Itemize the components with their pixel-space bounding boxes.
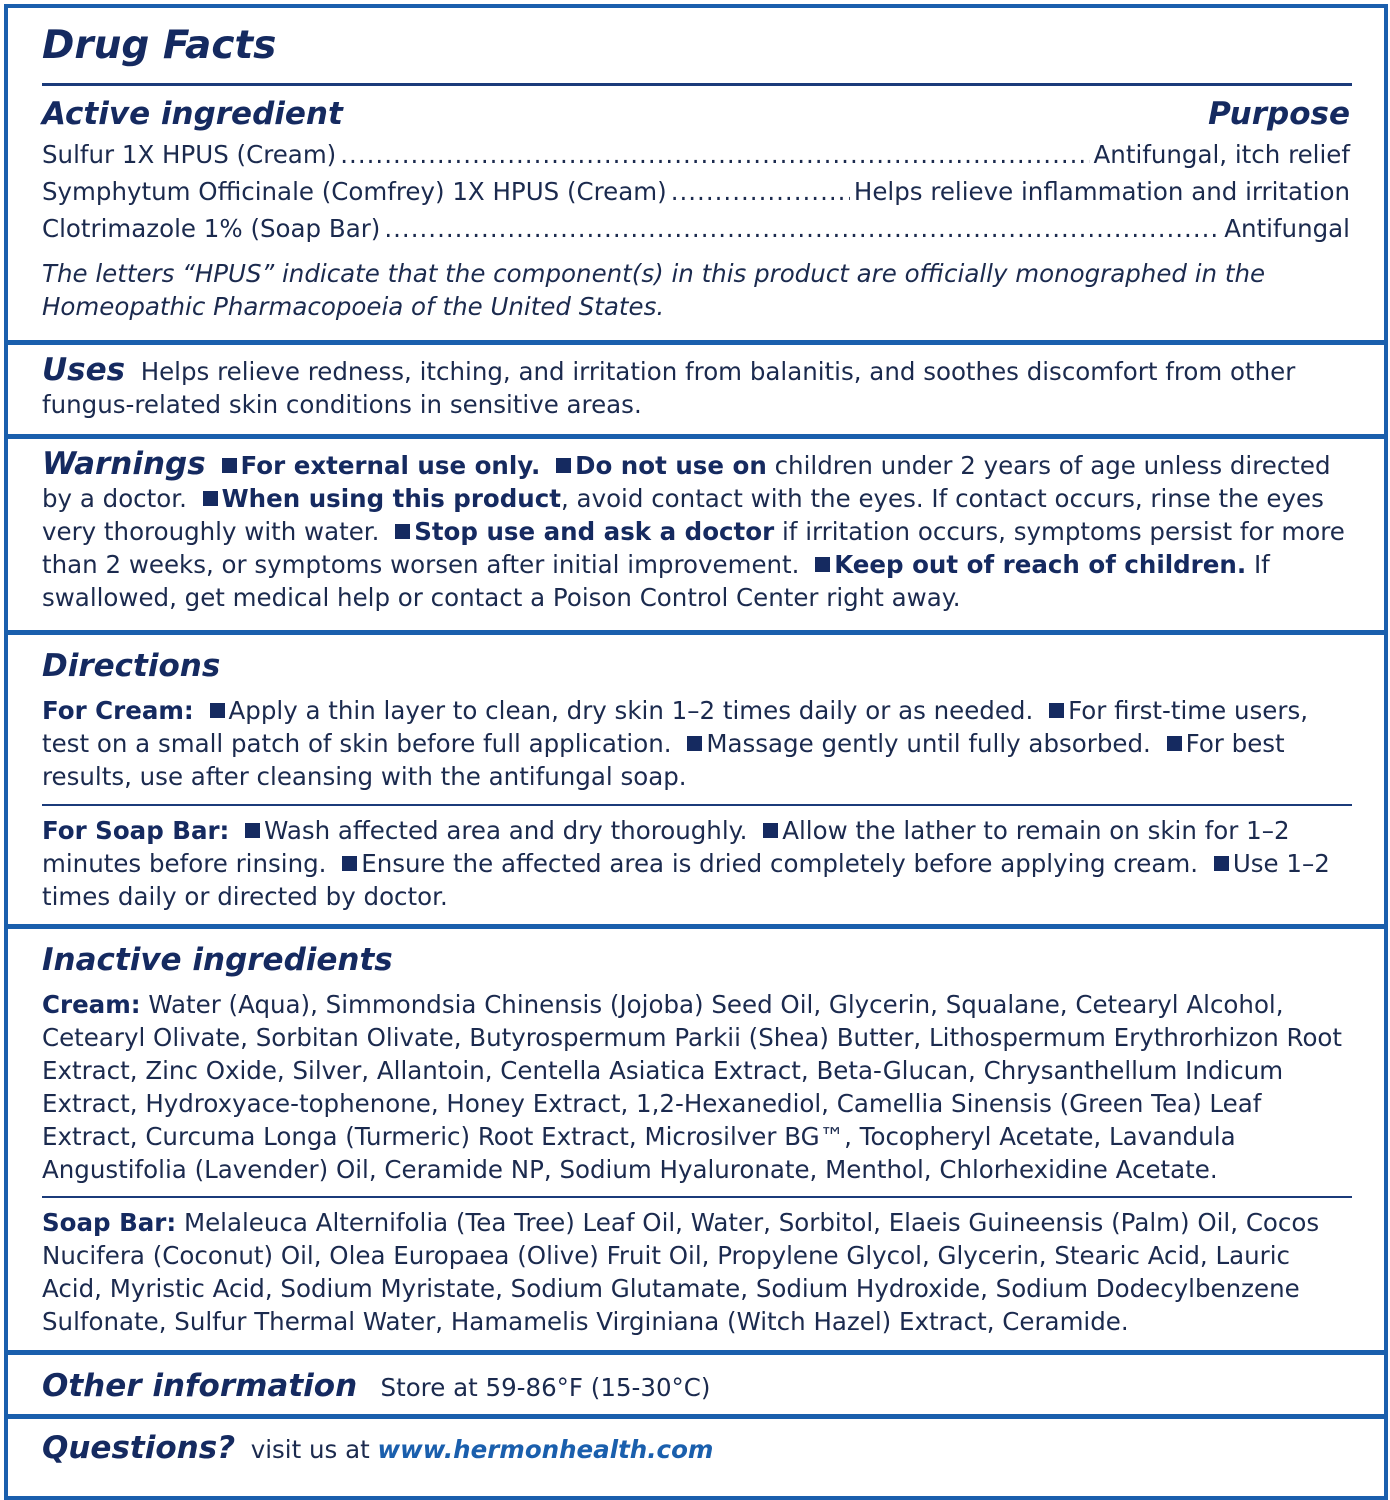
- direction-item: Wash affected area and dry thoroughly.: [264, 816, 748, 845]
- bullet-icon: [1049, 703, 1064, 718]
- inactive-soap-text: Melaleuca Alternifolia (Tea Tree) Leaf Oil, Water, Sorbitol, Elaeis Guineensis (Palm) Oil, Cocos Nucifera (Coconut) Oil, Olea Europaea (Olive) Fruit Oil, Propylene Glycol, Glycerin, Stearic Acid, Lauric Acid, Myristic Acid, Sodium Myristate, Sodium Glutamate, Sodium Hydroxide, Sodium Dodecylbenzene Sulfonate, Sulfur Thermal Water, Hamamelis Virginiana (Witch Hazel) Extract, Ceramide.: [42, 1208, 1320, 1336]
- warning-text: children under 2 years of age unless directed by a doctor.: [42, 451, 1331, 513]
- ingredient-name: Clotrimazole 1% (Soap Bar): [42, 214, 381, 243]
- soap-label: For Soap Bar:: [42, 816, 230, 845]
- section-divider: [8, 630, 1384, 635]
- direction-item: Use 1–2 times daily or directed by doctor.: [42, 849, 1330, 911]
- section-divider: [8, 434, 1384, 439]
- purpose-heading: Purpose: [1208, 96, 1350, 132]
- bullet-icon: [687, 736, 702, 751]
- direction-item: Allow the lather to remain on skin for 1–2 minutes before rinsing.: [42, 816, 1290, 878]
- active-ingredient-section: [8, 92, 1384, 323]
- warning-bold: When using this product: [221, 484, 561, 513]
- bullet-icon: [342, 856, 357, 871]
- active-row: [42, 173, 1350, 210]
- inactive-cream: [42, 988, 1350, 1186]
- section-divider: [8, 340, 1384, 345]
- active-ingredient-heading: Active ingredient: [42, 96, 343, 132]
- subsection-divider: [42, 804, 1352, 806]
- inactive-heading: Inactive ingredients: [42, 942, 393, 978]
- other-section: [8, 1364, 1384, 1410]
- bullet-icon: [1214, 856, 1229, 871]
- warning-bold: Stop use and ask a doctor: [414, 517, 775, 546]
- warning-bold: Keep out of reach of children.: [834, 550, 1247, 579]
- directions-heading: Directions: [42, 648, 221, 684]
- warning-text: If swallowed, get medical help or contact a Poison Control Center right away.: [42, 550, 1270, 612]
- direction-item: Ensure the affected area is dried completely before applying cream.: [361, 849, 1199, 878]
- uses-text: Helps relieve redness, itching, and irritation from balanitis, and soothes discomfort from other fungus-related skin conditions in sensitive areas.: [42, 357, 1296, 419]
- page-title: Drug Facts: [42, 23, 277, 68]
- active-row: [42, 210, 1350, 247]
- directions-section: [8, 644, 1384, 793]
- ingredient-name: Sulfur 1X HPUS (Cream): [42, 140, 337, 169]
- other-text: Store at 59-86°F (15-30°C): [380, 1373, 711, 1402]
- leader-dots: [340, 136, 1089, 173]
- ingredient-name: Symphytum Officinale (Comfrey) 1X HPUS (Cream): [42, 177, 667, 206]
- bullet-icon: [763, 823, 778, 838]
- soap-label: Soap Bar:: [42, 1208, 177, 1237]
- direction-item: Massage gently until fully absorbed.: [706, 729, 1151, 758]
- title-divider: [42, 83, 1352, 86]
- bullet-icon: [815, 557, 830, 572]
- other-heading: Other information: [42, 1368, 358, 1404]
- section-divider: [8, 1350, 1384, 1355]
- warnings-heading: Warnings: [42, 446, 206, 482]
- inactive-cream-text: Water (Aqua), Simmondsia Chinensis (Jojoba) Seed Oil, Glycerin, Squalane, Cetearyl Alcohol, Cetearyl Olivate, Sorbitan Olivate, Butyrospermum Parkii (Shea) Butter, Lithospermum Erythrorhizon Root Extract, Zinc Oxide, Silver, Allantoin, Centella Asiatica Extract, Beta-Glucan, Chrysanthellum Indicum Extract, Hydroxyace-tophenone, Honey Extract, 1,2-Hexanediol, Camellia Sinensis (Green Tea) Leaf Extract, Curcuma Longa (Turmeric) Root Extract, Microsilver BG™, Tocopheryl Acetate, Lavandula Angustifolia (Lavender) Oil, Ceramide NP, Sodium Hyaluronate, Menthol, Chlorhexidine Acetate.: [42, 990, 1343, 1184]
- bullet-icon: [210, 703, 225, 718]
- bullet-icon: [222, 458, 237, 473]
- bullet-icon: [1167, 736, 1182, 751]
- bullet-icon: [245, 823, 260, 838]
- subsection-divider: [42, 1196, 1352, 1198]
- cream-label: For Cream:: [42, 696, 194, 725]
- ingredient-purpose: Antifungal: [1224, 214, 1350, 243]
- leader-dots: [671, 173, 850, 210]
- warning-bold: Do not use on: [575, 451, 767, 480]
- hpus-note: The letters “HPUS” indicate that the component(s) in this product are officially monographed in the Homeopathic Pharmacopoeia of the United States.: [42, 259, 1266, 321]
- warning-text: , avoid contact with the eyes. If contact occurs, rinse the eyes very thoroughly with water.: [42, 484, 1324, 546]
- directions-cream: [42, 694, 1350, 793]
- section-divider: [8, 1414, 1384, 1419]
- questions-text: visit us at: [250, 1435, 370, 1464]
- warning-bold: For external use only.: [240, 451, 541, 480]
- questions-heading: Questions?: [42, 1430, 236, 1466]
- ingredient-purpose: Helps relieve inflammation and irritation: [853, 177, 1350, 206]
- section-divider: [8, 924, 1384, 929]
- active-row: [42, 136, 1350, 173]
- bullet-icon: [203, 491, 218, 506]
- ingredient-purpose: Antifungal, itch relief: [1093, 140, 1350, 169]
- direction-item: For first-time users, test on a small patch of skin before full application.: [42, 696, 1308, 758]
- directions-soap: [8, 814, 1384, 913]
- drug-facts-panel: [4, 4, 1388, 1500]
- direction-item: Apply a thin layer to clean, dry skin 1–2 times daily or as needed.: [228, 696, 1034, 725]
- title-section: [8, 18, 1384, 74]
- leader-dots: [384, 210, 1220, 247]
- cream-label: Cream:: [42, 990, 141, 1019]
- bullet-icon: [556, 458, 571, 473]
- website-link[interactable]: www.hermonhealth.com: [377, 1435, 714, 1464]
- bullet-icon: [395, 524, 410, 539]
- uses-heading: Uses: [42, 352, 126, 388]
- direction-item: For best results, use after cleansing with the antifungal soap.: [42, 729, 1285, 791]
- questions-section: [8, 1426, 1384, 1472]
- warning-text: if irritation occurs, symptoms persist for more than 2 weeks, or symptoms worsen after initial improvement.: [42, 517, 1345, 579]
- inactive-section: [8, 938, 1384, 1186]
- warnings-section: [8, 448, 1384, 614]
- inactive-soap: [8, 1206, 1384, 1338]
- uses-section: [8, 354, 1384, 421]
